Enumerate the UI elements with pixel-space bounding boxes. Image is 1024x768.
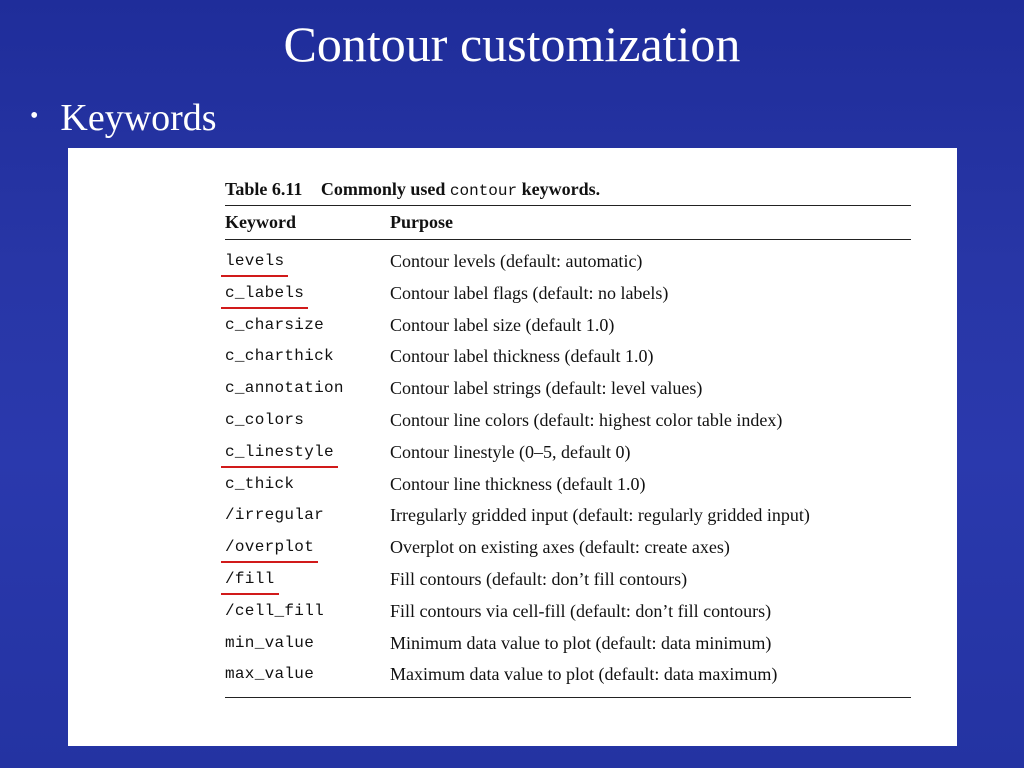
red-underline-mark: [221, 275, 288, 277]
table-row: [225, 532, 911, 564]
table-bottom-rule: [225, 697, 911, 698]
purpose-cell: Contour label thickness (default 1.0): [390, 346, 654, 367]
bullet-item: [30, 94, 217, 142]
keyword-cell: max_value: [225, 665, 315, 684]
purpose-cell: Contour linestyle (0–5, default 0): [390, 441, 631, 462]
purpose-cell: Fill contours via cell-fill (default: don’t fill contours): [390, 600, 772, 621]
purpose-cell: Contour label strings (default: level values): [390, 378, 703, 399]
table-row: [225, 596, 911, 628]
purpose-cell: Contour label size (default 1.0): [390, 314, 615, 335]
keyword-cell: levels: [225, 252, 285, 270]
table-row: [225, 278, 911, 310]
table-row: [225, 437, 911, 469]
scanned-table-image: [68, 148, 957, 746]
table-row: [225, 246, 911, 278]
purpose-cell: Overplot on existing axes (default: create axes): [390, 537, 730, 558]
keyword-cell: min_value: [225, 633, 315, 652]
table-header-rule: [225, 239, 911, 240]
table-row: [225, 405, 911, 437]
keyword-cell: c_annotation: [225, 379, 344, 398]
table-header-row: [225, 206, 911, 239]
header-keyword: Keyword: [225, 212, 296, 232]
purpose-cell: Fill contours (default: don’t fill contours): [390, 568, 688, 589]
slide-title: Contour customization: [283, 16, 741, 72]
red-underline-mark: [221, 561, 318, 563]
bullet-text: Keywords: [60, 97, 217, 139]
keyword-cell: c_colors: [225, 410, 305, 429]
purpose-cell: Contour label flags (default: no labels): [390, 282, 669, 303]
bullet-icon: •: [30, 102, 39, 129]
table-body: [225, 246, 911, 691]
caption-text-pre: Commonly used: [320, 179, 446, 199]
table-row: [225, 659, 911, 691]
red-underline-mark: [221, 307, 308, 309]
table-row: [225, 310, 911, 342]
keyword-cell: c_charsize: [225, 315, 325, 334]
keyword-cell: /cell_fill: [225, 601, 325, 620]
caption-code: contour: [449, 182, 518, 200]
purpose-cell: Maximum data value to plot (default: data maximum): [390, 664, 778, 685]
table-row: [225, 341, 911, 373]
keyword-cell: /irregular: [225, 506, 325, 525]
keyword-cell: c_labels: [225, 283, 305, 302]
table-row: [225, 500, 911, 532]
table-caption: [225, 176, 911, 202]
keyword-cell: /overplot: [225, 538, 315, 557]
purpose-cell: Contour line thickness (default 1.0): [390, 473, 646, 494]
purpose-cell: Contour levels (default: automatic): [390, 251, 643, 271]
keyword-cell: /fill: [225, 569, 275, 588]
table-row: [225, 469, 911, 501]
purpose-cell: Irregularly gridded input (default: regularly gridded input): [390, 505, 810, 526]
keyword-cell: c_charthick: [225, 347, 334, 366]
keywords-table: [225, 176, 911, 698]
table-number: Table 6.11: [225, 179, 303, 199]
table-row: [225, 564, 911, 596]
table-row: [225, 373, 911, 405]
purpose-cell: Contour line colors (default: highest color table index): [390, 409, 783, 430]
red-underline-mark: [221, 466, 338, 468]
keyword-cell: c_linestyle: [225, 442, 334, 461]
caption-text-post: keywords.: [521, 179, 601, 199]
header-purpose: Purpose: [390, 212, 453, 232]
keyword-cell: c_thick: [225, 474, 295, 493]
table-row: [225, 628, 911, 660]
red-underline-mark: [221, 593, 279, 595]
purpose-cell: Minimum data value to plot (default: data minimum): [390, 632, 772, 653]
